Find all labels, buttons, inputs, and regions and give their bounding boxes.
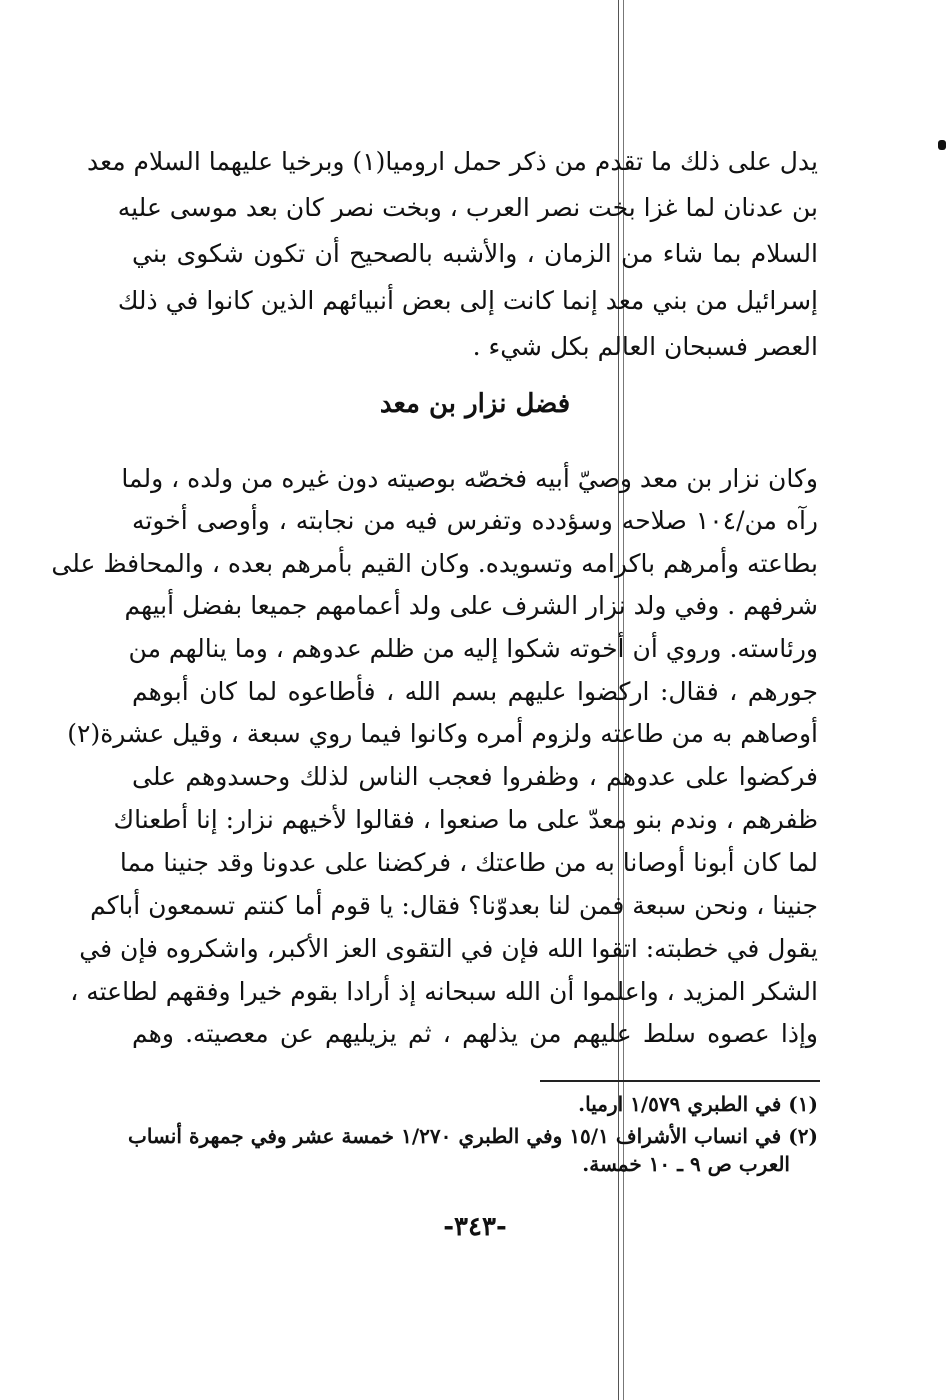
text-line: العصر فسبحان العالم بكل شيء . [472,332,818,361]
text-line: جنينا ، ونحن سبعة فمن لنا بعدوّنا؟ فقال: يا قوم أما كنتم تسمعون أباكم [90,891,818,920]
text-line: إسرائيل من بني معد إنما كانت إلى بعض أنبيائهم الذين كانوا في ذلك [117,286,818,315]
text-line: بطاعته وأمرهم باكرامه وتسويده. وكان القيم بأمرهم بعده ، والمحافظ على [51,549,818,578]
text-line: يدل على ذلك ما تقدم من ذكر حمل اروميا(١) وبرخيا عليهما السلام معد [87,147,818,176]
text-line: يقول في خطبته: اتقوا الله فإن في التقوى العز الأكبر، واشكروه فإن في [79,934,818,963]
footnote-2-continued: العرب ص ٩ ـ ١٠ خمسة. [582,1152,790,1176]
section-heading: فضل نزار بن معد [379,389,571,419]
text-line: ظفرهم ، وندم بنو معدّ على ما صنعوا ، فقالوا لأخيهم نزار: إنا أطعناك [113,805,818,834]
footnote-1: (١) في الطبري ١/٥٧٩ ارميا. [578,1092,818,1116]
text-line: جورهم ، فقال: اركضوا عليهم بسم الله ، فأطاعوه لما كان أبوهم [132,677,818,706]
text-line: فركضوا على عدوهم ، وظفروا فعجب الناس لذلك وحسدوهم على [132,762,818,791]
footnote-separator [540,1080,820,1082]
text-line: رآه من/١٠٤ صلاحه وسؤدده وتفرس فيه من نجابته ، وأوصى أخوته [132,506,818,535]
text-line: لما كان أبونا أوصانا به من طاعتك ، فركضنا على عدونا وقد جنينا مما [119,848,818,877]
text-line: أوصاهم به من طاعته ولزوم أمره وكانوا فيما روي سبعة ، وقيل عشرة(٢) [67,719,818,748]
text-line: الشكر المزيد ، واعلموا أن الله سبحانه إذ أرادا بقوم خيرا وفقهم لطاعته ، [70,977,818,1006]
text-line: وإذا عصوه سلط عليهم من يذلهم ، ثم يزيليهم عن معصيته. وهم [132,1019,818,1048]
text-line: السلام بما شاء من الزمان ، والأشبه بالصحيح أن تكون شكوى بني [132,239,818,268]
footnote-2: (٢) في انساب الأشراف ١٥/١ وفي الطبري ١/٢٧٠ خمسة عشر وفي جمهرة أنساب [128,1124,818,1148]
text-line: ورئاسته. وروي أن أخوته شكوا إليه من ظلم عدوهم ، وما ينالهم من [128,634,818,663]
text-line: وكان نزار بن معد وصيّ أبيه فخصّه بوصيته دون غيره من ولده ، ولما [121,464,818,493]
text-line: بن عدنان لما غزا بخت نصر العرب ، وبخت نصر كان بعد موسى عليه [117,193,818,222]
page-number: -٣٤٣- [443,1212,507,1242]
scan-edge-mark [938,140,946,150]
text-line: شرفهم . وفي ولد نزار الشرف على ولد أعمامهم جميعا بفضل أبيهم [124,591,818,620]
